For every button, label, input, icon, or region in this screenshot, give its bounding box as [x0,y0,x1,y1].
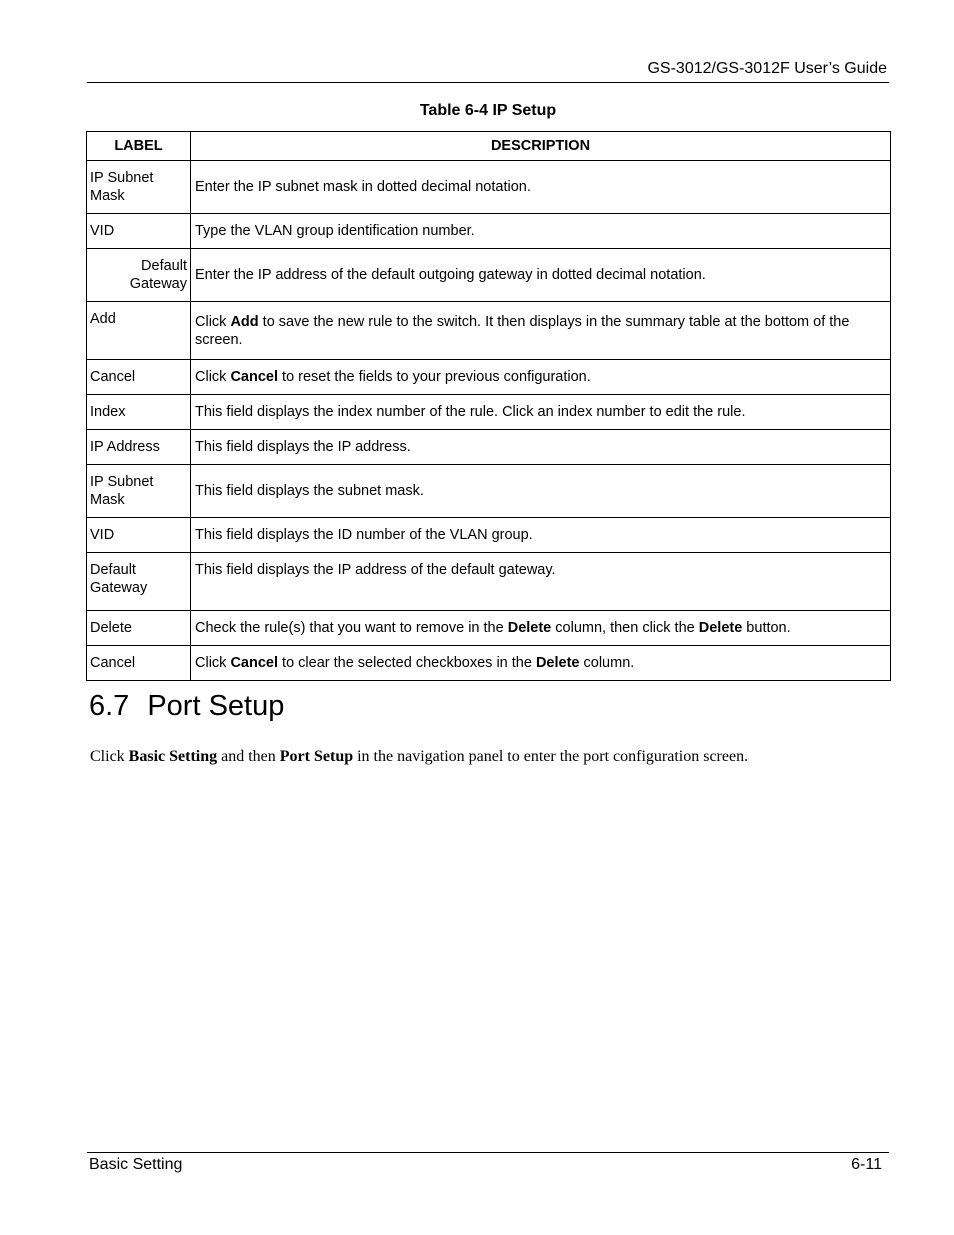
section-heading [89,690,284,723]
row-description: Type the VLAN group identification number. [191,214,891,249]
row-description: Click Add to save the new rule to the switch. It then displays in the summary table at the bottom of the screen. [191,302,891,360]
row-label: Cancel [87,646,191,681]
row-label: Add [87,302,191,360]
row-label: Delete [87,611,191,646]
table-row [87,302,891,360]
row-description: Click Cancel to clear the selected checkboxes in the Delete column. [191,646,891,681]
footer-chapter: Basic Setting [89,1156,183,1173]
row-description: Enter the IP subnet mask in dotted decimal notation. [191,161,891,214]
row-label: VID [87,518,191,553]
body-paragraph: Click Basic Setting and then Port Setup in the navigation panel to enter the port configuration screen. [90,748,749,765]
page-footer [87,1152,889,1179]
row-label: VID [87,214,191,249]
table-row [87,611,891,646]
row-description: Check the rule(s) that you want to remove in the Delete column, then click the Delete button. [191,611,891,646]
row-description: Enter the IP address of the default outgoing gateway in dotted decimal notation. [191,249,891,302]
row-label: IP Subnet Mask [87,161,191,214]
row-label: Cancel [87,360,191,395]
table-row [87,395,891,430]
row-label: IP Address [87,430,191,465]
table-row [87,161,891,214]
row-label: Index [87,395,191,430]
table-row [87,430,891,465]
row-description: This field displays the subnet mask. [191,465,891,518]
column-header-label: LABEL [87,132,191,161]
row-label: IP Subnet Mask [87,465,191,518]
table-row [87,646,891,681]
section-title: Port Setup [147,690,285,722]
ip-setup-table [86,131,891,681]
table-row [87,249,891,302]
section-number: 6.7 [89,690,130,722]
table-row [87,214,891,249]
table-header-row [87,132,891,161]
page-header [87,60,889,83]
page-number: 6-11 [851,1156,882,1173]
row-label: Default Gateway [87,249,191,302]
table-caption: Table 6-4 IP Setup [419,102,557,119]
table-row [87,553,891,611]
table-row [87,360,891,395]
row-label: Default Gateway [87,553,191,611]
row-description: This field displays the IP address of the default gateway. [191,553,891,611]
table-row [87,518,891,553]
table-row [87,465,891,518]
column-header-description: DESCRIPTION [191,132,891,161]
row-description: This field displays the index number of the rule. Click an index number to edit the rule. [191,395,891,430]
row-description: This field displays the ID number of the VLAN group. [191,518,891,553]
guide-title: GS-3012/GS-3012F User’s Guide [647,60,887,77]
row-description: Click Cancel to reset the fields to your previous configuration. [191,360,891,395]
row-description: This field displays the IP address. [191,430,891,465]
